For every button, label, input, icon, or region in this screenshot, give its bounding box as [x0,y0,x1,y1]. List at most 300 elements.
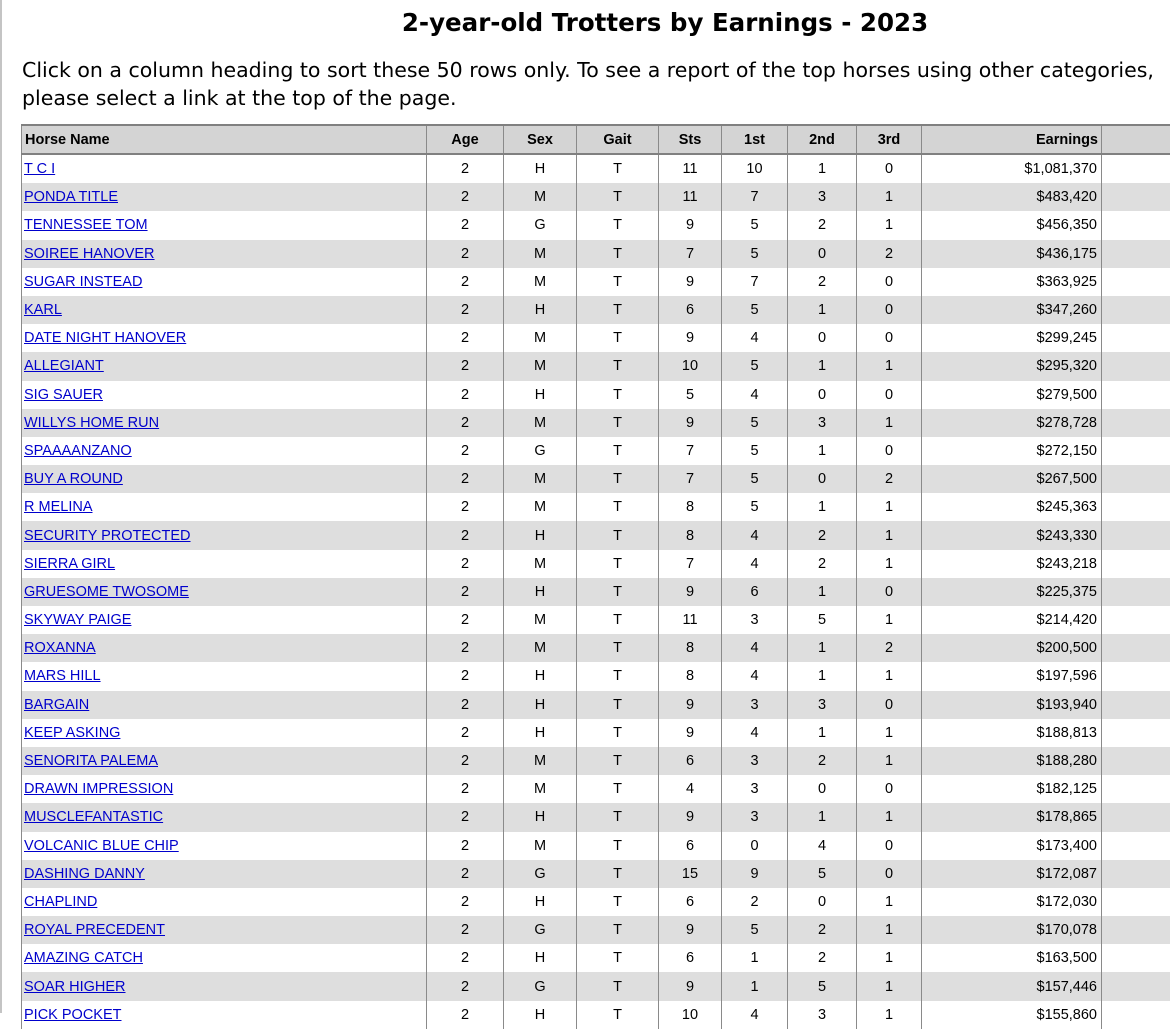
wins-cell: 4 [722,1001,788,1029]
earnings-cell: $363,925 [922,268,1102,296]
wins-cell: 4 [722,324,788,352]
starts-cell: 9 [659,268,722,296]
thirds-cell: 1 [857,211,922,239]
seconds-cell: 5 [788,606,857,634]
age-cell: 2 [427,211,504,239]
earnings-cell: $170,078 [922,916,1102,944]
wins-cell: 9 [722,860,788,888]
sex-cell: H [504,521,577,549]
age-cell: 2 [427,634,504,662]
seconds-cell: 1 [788,493,857,521]
earnings-cell: $279,500 [922,381,1102,409]
sex-cell: G [504,437,577,465]
horse-name-link[interactable]: SECURITY PROTECTED [24,528,191,544]
earnings-table-container [21,124,1170,1029]
starts-cell: 7 [659,437,722,465]
thirds-cell: 0 [857,860,922,888]
earnings-cell: $200,500 [922,634,1102,662]
starts-cell: 9 [659,916,722,944]
seconds-cell: 3 [788,183,857,211]
extra-cell [1102,154,1170,183]
horse-name-link[interactable]: SKYWAY PAIGE [24,612,131,628]
earnings-cell: $163,500 [922,944,1102,972]
seconds-cell: 1 [788,662,857,690]
horse-name-link[interactable]: TENNESSEE TOM [24,217,148,233]
earnings-cell: $197,596 [922,662,1102,690]
extra-cell [1102,691,1170,719]
table-row [22,154,1170,183]
seconds-cell: 1 [788,634,857,662]
age-cell: 2 [427,324,504,352]
table-row [22,324,1170,352]
thirds-cell: 1 [857,944,922,972]
sex-cell: G [504,916,577,944]
horse-name-link[interactable]: SIERRA GIRL [24,556,115,572]
horse-name-link[interactable]: PICK POCKET [24,1007,122,1023]
age-cell: 2 [427,916,504,944]
page-title: 2-year-old Trotters by Earnings - 2023 [0,6,1170,40]
wins-cell: 0 [722,832,788,860]
column-header-2nd[interactable]: 2nd [788,125,857,154]
horse-name-cell [22,916,427,944]
horse-name-cell [22,1001,427,1029]
table-row [22,352,1170,380]
thirds-cell: 1 [857,719,922,747]
starts-cell: 15 [659,860,722,888]
earnings-cell: $157,446 [922,972,1102,1000]
horse-name-cell [22,888,427,916]
horse-name-cell [22,324,427,352]
table-row [22,211,1170,239]
seconds-cell: 1 [788,296,857,324]
sex-cell: M [504,832,577,860]
table-row [22,634,1170,662]
gait-cell: T [577,691,659,719]
earnings-cell: $295,320 [922,352,1102,380]
table-row [22,578,1170,606]
age-cell: 2 [427,944,504,972]
wins-cell: 1 [722,944,788,972]
seconds-cell: 1 [788,803,857,831]
wins-cell: 5 [722,352,788,380]
thirds-cell: 0 [857,832,922,860]
earnings-cell: $278,728 [922,409,1102,437]
seconds-cell: 0 [788,240,857,268]
thirds-cell: 1 [857,1001,922,1029]
sex-cell: M [504,747,577,775]
seconds-cell: 1 [788,437,857,465]
starts-cell: 9 [659,972,722,1000]
age-cell: 2 [427,1001,504,1029]
wins-cell: 5 [722,437,788,465]
seconds-cell: 3 [788,1001,857,1029]
seconds-cell: 1 [788,154,857,183]
starts-cell: 11 [659,606,722,634]
age-cell: 2 [427,832,504,860]
age-cell: 2 [427,240,504,268]
thirds-cell: 1 [857,521,922,549]
horse-name-cell [22,409,427,437]
horse-name-link[interactable]: R MELINA [24,499,93,515]
table-row [22,465,1170,493]
table-row [22,916,1170,944]
table-row [22,832,1170,860]
thirds-cell: 1 [857,352,922,380]
earnings-cell: $172,087 [922,860,1102,888]
seconds-cell: 2 [788,944,857,972]
wins-cell: 5 [722,493,788,521]
gait-cell: T [577,381,659,409]
extra-cell [1102,832,1170,860]
seconds-cell: 0 [788,324,857,352]
column-header-sex[interactable]: Sex [504,125,577,154]
age-cell: 2 [427,888,504,916]
table-row [22,972,1170,1000]
sex-cell: M [504,352,577,380]
starts-cell: 9 [659,803,722,831]
intro-line-1: Click on a column heading to sort these 50 rows only. To see a report of the top horses using other categories, [22,56,1170,84]
gait-cell: T [577,972,659,1000]
table-row [22,944,1170,972]
column-header-horse-name[interactable]: Horse Name [22,125,427,154]
table-row [22,437,1170,465]
starts-cell: 11 [659,154,722,183]
sex-cell: H [504,691,577,719]
horse-name-cell [22,465,427,493]
sex-cell: H [504,578,577,606]
horse-name-cell [22,832,427,860]
sex-cell: M [504,550,577,578]
thirds-cell: 2 [857,465,922,493]
gait-cell: T [577,493,659,521]
age-cell: 2 [427,437,504,465]
wins-cell: 4 [722,719,788,747]
column-header-3rd[interactable]: 3rd [857,125,922,154]
extra-cell [1102,352,1170,380]
age-cell: 2 [427,352,504,380]
gait-cell: T [577,832,659,860]
sex-cell: M [504,465,577,493]
seconds-cell: 3 [788,691,857,719]
horse-name-link[interactable]: SOAR HIGHER [24,979,126,995]
gait-cell: T [577,437,659,465]
extra-cell [1102,803,1170,831]
column-header-gait[interactable]: Gait [577,125,659,154]
horse-name-link[interactable]: SOIREE HANOVER [24,246,155,262]
gait-cell: T [577,775,659,803]
horse-name-cell [22,578,427,606]
extra-cell [1102,888,1170,916]
wins-cell: 5 [722,240,788,268]
age-cell: 2 [427,860,504,888]
earnings-cell: $299,245 [922,324,1102,352]
horse-name-link[interactable]: VOLCANIC BLUE CHIP [24,838,179,854]
extra-cell [1102,775,1170,803]
sex-cell: H [504,719,577,747]
earnings-cell: $347,260 [922,296,1102,324]
starts-cell: 6 [659,296,722,324]
horse-name-link[interactable]: SENORITA PALEMA [24,753,158,769]
seconds-cell: 1 [788,352,857,380]
column-header-earnings[interactable]: Earnings [922,125,1102,154]
horse-name-link[interactable]: WILLYS HOME RUN [24,415,159,431]
earnings-cell: $267,500 [922,465,1102,493]
seconds-cell: 0 [788,381,857,409]
sex-cell: H [504,154,577,183]
extra-cell [1102,437,1170,465]
extra-cell [1102,944,1170,972]
page-left-edge [0,0,2,1013]
earnings-cell: $456,350 [922,211,1102,239]
horse-name-link[interactable]: MUSCLEFANTASTIC [24,809,163,825]
horse-name-link[interactable]: SPAAAANZANO [24,443,132,459]
gait-cell: T [577,268,659,296]
seconds-cell: 3 [788,409,857,437]
seconds-cell: 0 [788,775,857,803]
seconds-cell: 2 [788,521,857,549]
wins-cell: 10 [722,154,788,183]
thirds-cell: 0 [857,268,922,296]
table-row [22,381,1170,409]
horse-name-link[interactable]: MARS HILL [24,668,101,684]
horse-name-cell [22,719,427,747]
starts-cell: 10 [659,352,722,380]
starts-cell: 6 [659,747,722,775]
thirds-cell: 0 [857,691,922,719]
starts-cell: 9 [659,324,722,352]
extra-cell [1102,662,1170,690]
seconds-cell: 2 [788,211,857,239]
earnings-cell: $214,420 [922,606,1102,634]
thirds-cell: 1 [857,662,922,690]
age-cell: 2 [427,268,504,296]
horse-name-link[interactable]: DATE NIGHT HANOVER [24,330,186,346]
horse-name-cell [22,296,427,324]
gait-cell: T [577,747,659,775]
age-cell: 2 [427,972,504,1000]
table-row [22,1001,1170,1029]
sex-cell: H [504,1001,577,1029]
earnings-cell: $155,860 [922,1001,1102,1029]
gait-cell: T [577,634,659,662]
extra-cell [1102,606,1170,634]
extra-cell [1102,296,1170,324]
extra-cell [1102,465,1170,493]
seconds-cell: 2 [788,747,857,775]
gait-cell: T [577,240,659,268]
gait-cell: T [577,550,659,578]
extra-cell [1102,1001,1170,1029]
extra-cell [1102,409,1170,437]
starts-cell: 6 [659,888,722,916]
sex-cell: M [504,775,577,803]
age-cell: 2 [427,691,504,719]
extra-cell [1102,578,1170,606]
gait-cell: T [577,521,659,549]
column-header-sts[interactable]: Sts [659,125,722,154]
column-header-1st[interactable]: 1st [722,125,788,154]
wins-cell: 5 [722,296,788,324]
seconds-cell: 1 [788,578,857,606]
horse-name-link[interactable]: CHAPLIND [24,894,97,910]
seconds-cell: 0 [788,465,857,493]
horse-name-link[interactable]: BUY A ROUND [24,471,123,487]
starts-cell: 7 [659,465,722,493]
earnings-cell: $225,375 [922,578,1102,606]
sex-cell: H [504,381,577,409]
table-row [22,521,1170,549]
earnings-cell: $188,813 [922,719,1102,747]
intro-text [22,56,1170,112]
extra-cell [1102,381,1170,409]
earnings-cell: $245,363 [922,493,1102,521]
earnings-cell: $182,125 [922,775,1102,803]
thirds-cell: 1 [857,550,922,578]
gait-cell: T [577,465,659,493]
sex-cell: M [504,409,577,437]
table-body [22,154,1170,1029]
extra-cell [1102,183,1170,211]
table-row [22,606,1170,634]
starts-cell: 8 [659,662,722,690]
wins-cell: 2 [722,888,788,916]
age-cell: 2 [427,183,504,211]
horse-name-cell [22,352,427,380]
horse-name-cell [22,493,427,521]
extra-cell [1102,860,1170,888]
starts-cell: 4 [659,775,722,803]
wins-cell: 7 [722,268,788,296]
extra-cell [1102,324,1170,352]
extra-cell [1102,521,1170,549]
starts-cell: 5 [659,381,722,409]
earnings-cell: $178,865 [922,803,1102,831]
wins-cell: 6 [722,578,788,606]
wins-cell: 4 [722,381,788,409]
horse-name-cell [22,437,427,465]
horse-name-link[interactable]: ROYAL PRECEDENT [24,922,165,938]
thirds-cell: 1 [857,803,922,831]
horse-name-cell [22,691,427,719]
starts-cell: 11 [659,183,722,211]
gait-cell: T [577,296,659,324]
earnings-table [21,124,1170,1029]
horse-name-link[interactable]: AMAZING CATCH [24,950,143,966]
table-row [22,296,1170,324]
table-row [22,803,1170,831]
horse-name-link[interactable]: SIG SAUER [24,387,103,403]
earnings-cell: $483,420 [922,183,1102,211]
gait-cell: T [577,409,659,437]
sex-cell: M [504,634,577,662]
horse-name-cell [22,211,427,239]
column-header-age[interactable]: Age [427,125,504,154]
earnings-cell: $193,940 [922,691,1102,719]
sex-cell: H [504,803,577,831]
table-row [22,409,1170,437]
thirds-cell: 0 [857,296,922,324]
thirds-cell: 0 [857,775,922,803]
horse-name-link[interactable]: PONDA TITLE [24,189,118,205]
extra-cell [1102,719,1170,747]
age-cell: 2 [427,465,504,493]
horse-name-link[interactable]: ROXANNA [24,640,96,656]
gait-cell: T [577,662,659,690]
table-row [22,860,1170,888]
seconds-cell: 2 [788,916,857,944]
gait-cell: T [577,944,659,972]
wins-cell: 4 [722,521,788,549]
column-header-extra [1102,125,1170,154]
starts-cell: 9 [659,691,722,719]
horse-name-link[interactable]: GRUESOME TWOSOME [24,584,189,600]
age-cell: 2 [427,521,504,549]
wins-cell: 5 [722,211,788,239]
extra-cell [1102,211,1170,239]
thirds-cell: 1 [857,888,922,916]
seconds-cell: 4 [788,832,857,860]
starts-cell: 10 [659,1001,722,1029]
earnings-cell: $436,175 [922,240,1102,268]
horse-name-link[interactable]: ALLEGIANT [24,358,104,374]
horse-name-cell [22,268,427,296]
age-cell: 2 [427,747,504,775]
thirds-cell: 1 [857,747,922,775]
horse-name-link[interactable]: KEEP ASKING [24,725,120,741]
extra-cell [1102,972,1170,1000]
earnings-cell: $1,081,370 [922,154,1102,183]
earnings-cell: $172,030 [922,888,1102,916]
horse-name-link[interactable]: T C I [24,161,55,177]
starts-cell: 6 [659,832,722,860]
horse-name-cell [22,860,427,888]
wins-cell: 4 [722,634,788,662]
thirds-cell: 1 [857,972,922,1000]
horse-name-link[interactable]: SUGAR INSTEAD [24,274,142,290]
table-row [22,691,1170,719]
gait-cell: T [577,352,659,380]
age-cell: 2 [427,775,504,803]
sex-cell: M [504,606,577,634]
gait-cell: T [577,606,659,634]
horse-name-cell [22,183,427,211]
horse-name-link[interactable]: DRAWN IMPRESSION [24,781,173,797]
starts-cell: 8 [659,521,722,549]
wins-cell: 3 [722,606,788,634]
wins-cell: 7 [722,183,788,211]
seconds-cell: 1 [788,719,857,747]
horse-name-link[interactable]: KARL [24,302,62,318]
wins-cell: 3 [722,803,788,831]
sex-cell: H [504,662,577,690]
wins-cell: 5 [722,465,788,493]
sex-cell: H [504,296,577,324]
gait-cell: T [577,719,659,747]
gait-cell: T [577,888,659,916]
extra-cell [1102,268,1170,296]
horse-name-cell [22,944,427,972]
seconds-cell: 2 [788,268,857,296]
age-cell: 2 [427,803,504,831]
horse-name-link[interactable]: DASHING DANNY [24,866,145,882]
table-row [22,493,1170,521]
horse-name-link[interactable]: BARGAIN [24,697,89,713]
sex-cell: M [504,268,577,296]
thirds-cell: 0 [857,437,922,465]
gait-cell: T [577,324,659,352]
table-row [22,888,1170,916]
age-cell: 2 [427,381,504,409]
